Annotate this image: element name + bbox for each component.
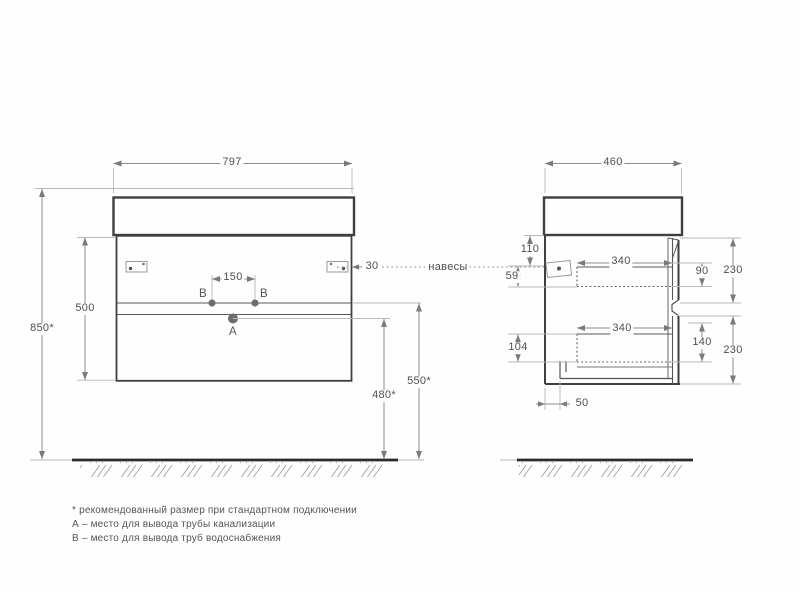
marker-b-left-label: В <box>199 287 207 300</box>
front-view-cabinet <box>114 198 355 381</box>
dim-label-top-box-90: 90 <box>695 265 709 278</box>
hangers-annotation: навесы <box>428 261 468 274</box>
dim-label-height-500: 500 <box>75 302 95 315</box>
floor-left <box>72 460 398 477</box>
front-cabinet-body <box>117 236 352 381</box>
dim-label-supply-550: 550* <box>407 375 431 388</box>
side-countertop <box>544 198 682 236</box>
hole-b-right-marker <box>251 299 258 306</box>
top-drawer-box <box>577 267 672 287</box>
dim-label-gap-104: 104 <box>508 341 528 354</box>
dim-label-inset-30: 30 <box>365 260 379 273</box>
dim-label-depth-460: 460 <box>603 156 623 169</box>
bottom-drawer-box <box>577 334 672 367</box>
footnotes <box>72 504 357 546</box>
hole-b-left-marker <box>208 299 215 306</box>
floor-right <box>517 460 693 477</box>
dim-label-mount-850: 850* <box>30 322 54 335</box>
dim-label-width-797: 797 <box>222 156 242 169</box>
footnote-marker-a: А – место для вывода трубы канализации <box>72 519 276 530</box>
side-view-extension-lines <box>500 168 741 460</box>
dim-label-bottom-box-340: 340 <box>612 322 632 335</box>
dim-label-hanger-110: 110 <box>520 243 540 256</box>
side-hanger-bracket <box>546 261 572 278</box>
dim-label-bottom-box-140: 140 <box>692 336 712 349</box>
dim-label-recess-50: 50 <box>575 397 589 410</box>
bottom-recess-step <box>560 361 673 379</box>
front-hanger-left <box>126 262 147 273</box>
marker-b-right-label: В <box>260 287 268 300</box>
footnote-marker-b: В – место для вывода труб водоснабжения <box>72 533 281 544</box>
front-view-dimension-lines <box>42 164 419 460</box>
middle-handle-notch <box>672 300 679 316</box>
dim-label-top-front-230: 230 <box>723 264 743 277</box>
dim-label-drain-480: 480* <box>372 389 396 402</box>
dim-label-spacing-150: 150 <box>223 271 243 284</box>
front-countertop <box>114 198 355 236</box>
dim-label-hanger-59: 59 <box>505 270 519 283</box>
footnote-recommended-size: * рекомендованный размер при стандартном подключении <box>72 505 357 516</box>
marker-a-label: А <box>229 325 237 338</box>
side-view-cabinet <box>544 198 682 385</box>
dim-label-bottom-front-230: 230 <box>723 344 743 357</box>
side-view-dimension-lines <box>518 164 733 407</box>
dim-label-top-box-340: 340 <box>611 255 631 268</box>
